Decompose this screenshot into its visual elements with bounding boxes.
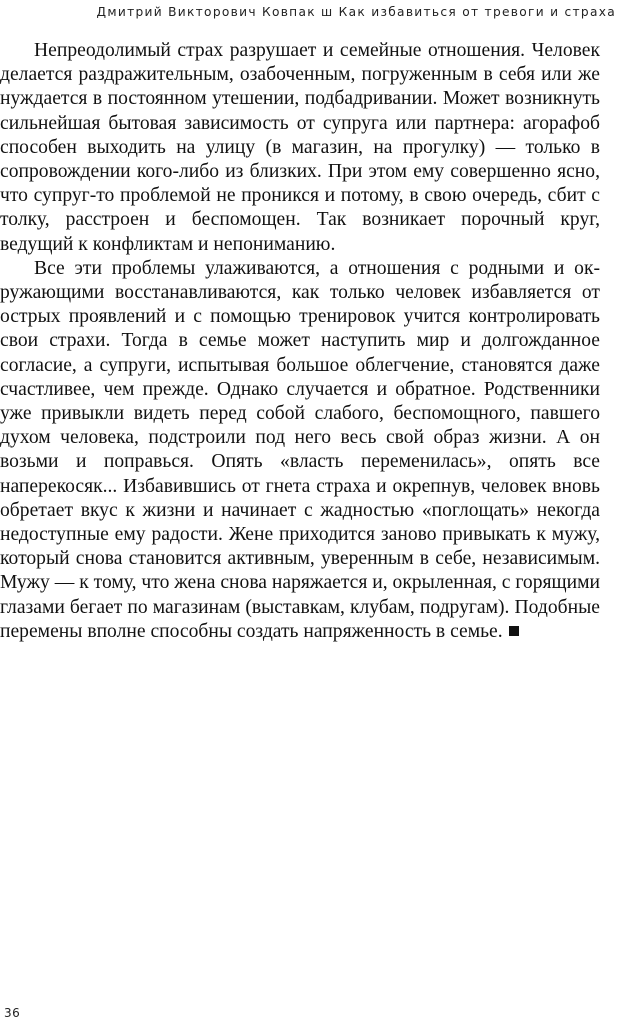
running-header: Дмитрий Викторович Ковпак ш Как избавиться от тревоги и страха xyxy=(96,5,616,19)
body-text xyxy=(0,39,600,644)
paragraph-2-text: Все эти проблемы улаживаются, а отношения с родными и окружающими восстанавливаются, как только человек избавляется от острых проявлений и с помощью тренировок учится контролировать свои страхи. Тогда в семье может наступить мир и долгожданное согласие, а супруги, испытывая большое облегчение, становятся даже счастливее, чем прежде. Однако случается и обратное. Родственники уже привыкли видеть перед собой слабого, беспомощного, павшего духом человека, подстроили под него весь свой образ жизни. А он возьми и поправься. Опять «власть переменилась», опять все наперекосяк... Избавившись от гнета страха и окрепнув, человек вновь обретает вкус к жизни и начинает с жадностью «поглощать» некогда недоступные ему радости. Жене приходится заново привыкать к мужу, который снова становится активным, уверенным в себе, независимым. Мужу — к тому, что жена снова наряжается и, окрыленная, с горящими глазами бегает по магазинам (выставкам, клубам, подругам). Подобные перемены вполне способны создать напряженность в семье. xyxy=(0,257,600,642)
page-number: 36 xyxy=(4,1006,21,1020)
paragraph-2 xyxy=(0,257,600,644)
paragraph-1: Непреодолимый страх разрушает и семейные отношения. Человек делается раздражительным, озабоченным, погруженным в себя или же нуждается в постоянном утешении, подбадривании. Может возникнуть сильнейшая бытовая зависимость от супруга или партнера: агорафоб способен выходить на улицу (в магазин, на прогулку) — только в сопровождении кого-либо из близких. При этом ему совершенно ясно, что супруг-то проблемой не проникся и потому, в свою очередь, сбит с толку, расстроен и беспомощен. Так возникает порочный круг, ведущий к конфликтам и непониманию. xyxy=(0,40,600,255)
end-of-section-square-icon xyxy=(509,626,519,636)
